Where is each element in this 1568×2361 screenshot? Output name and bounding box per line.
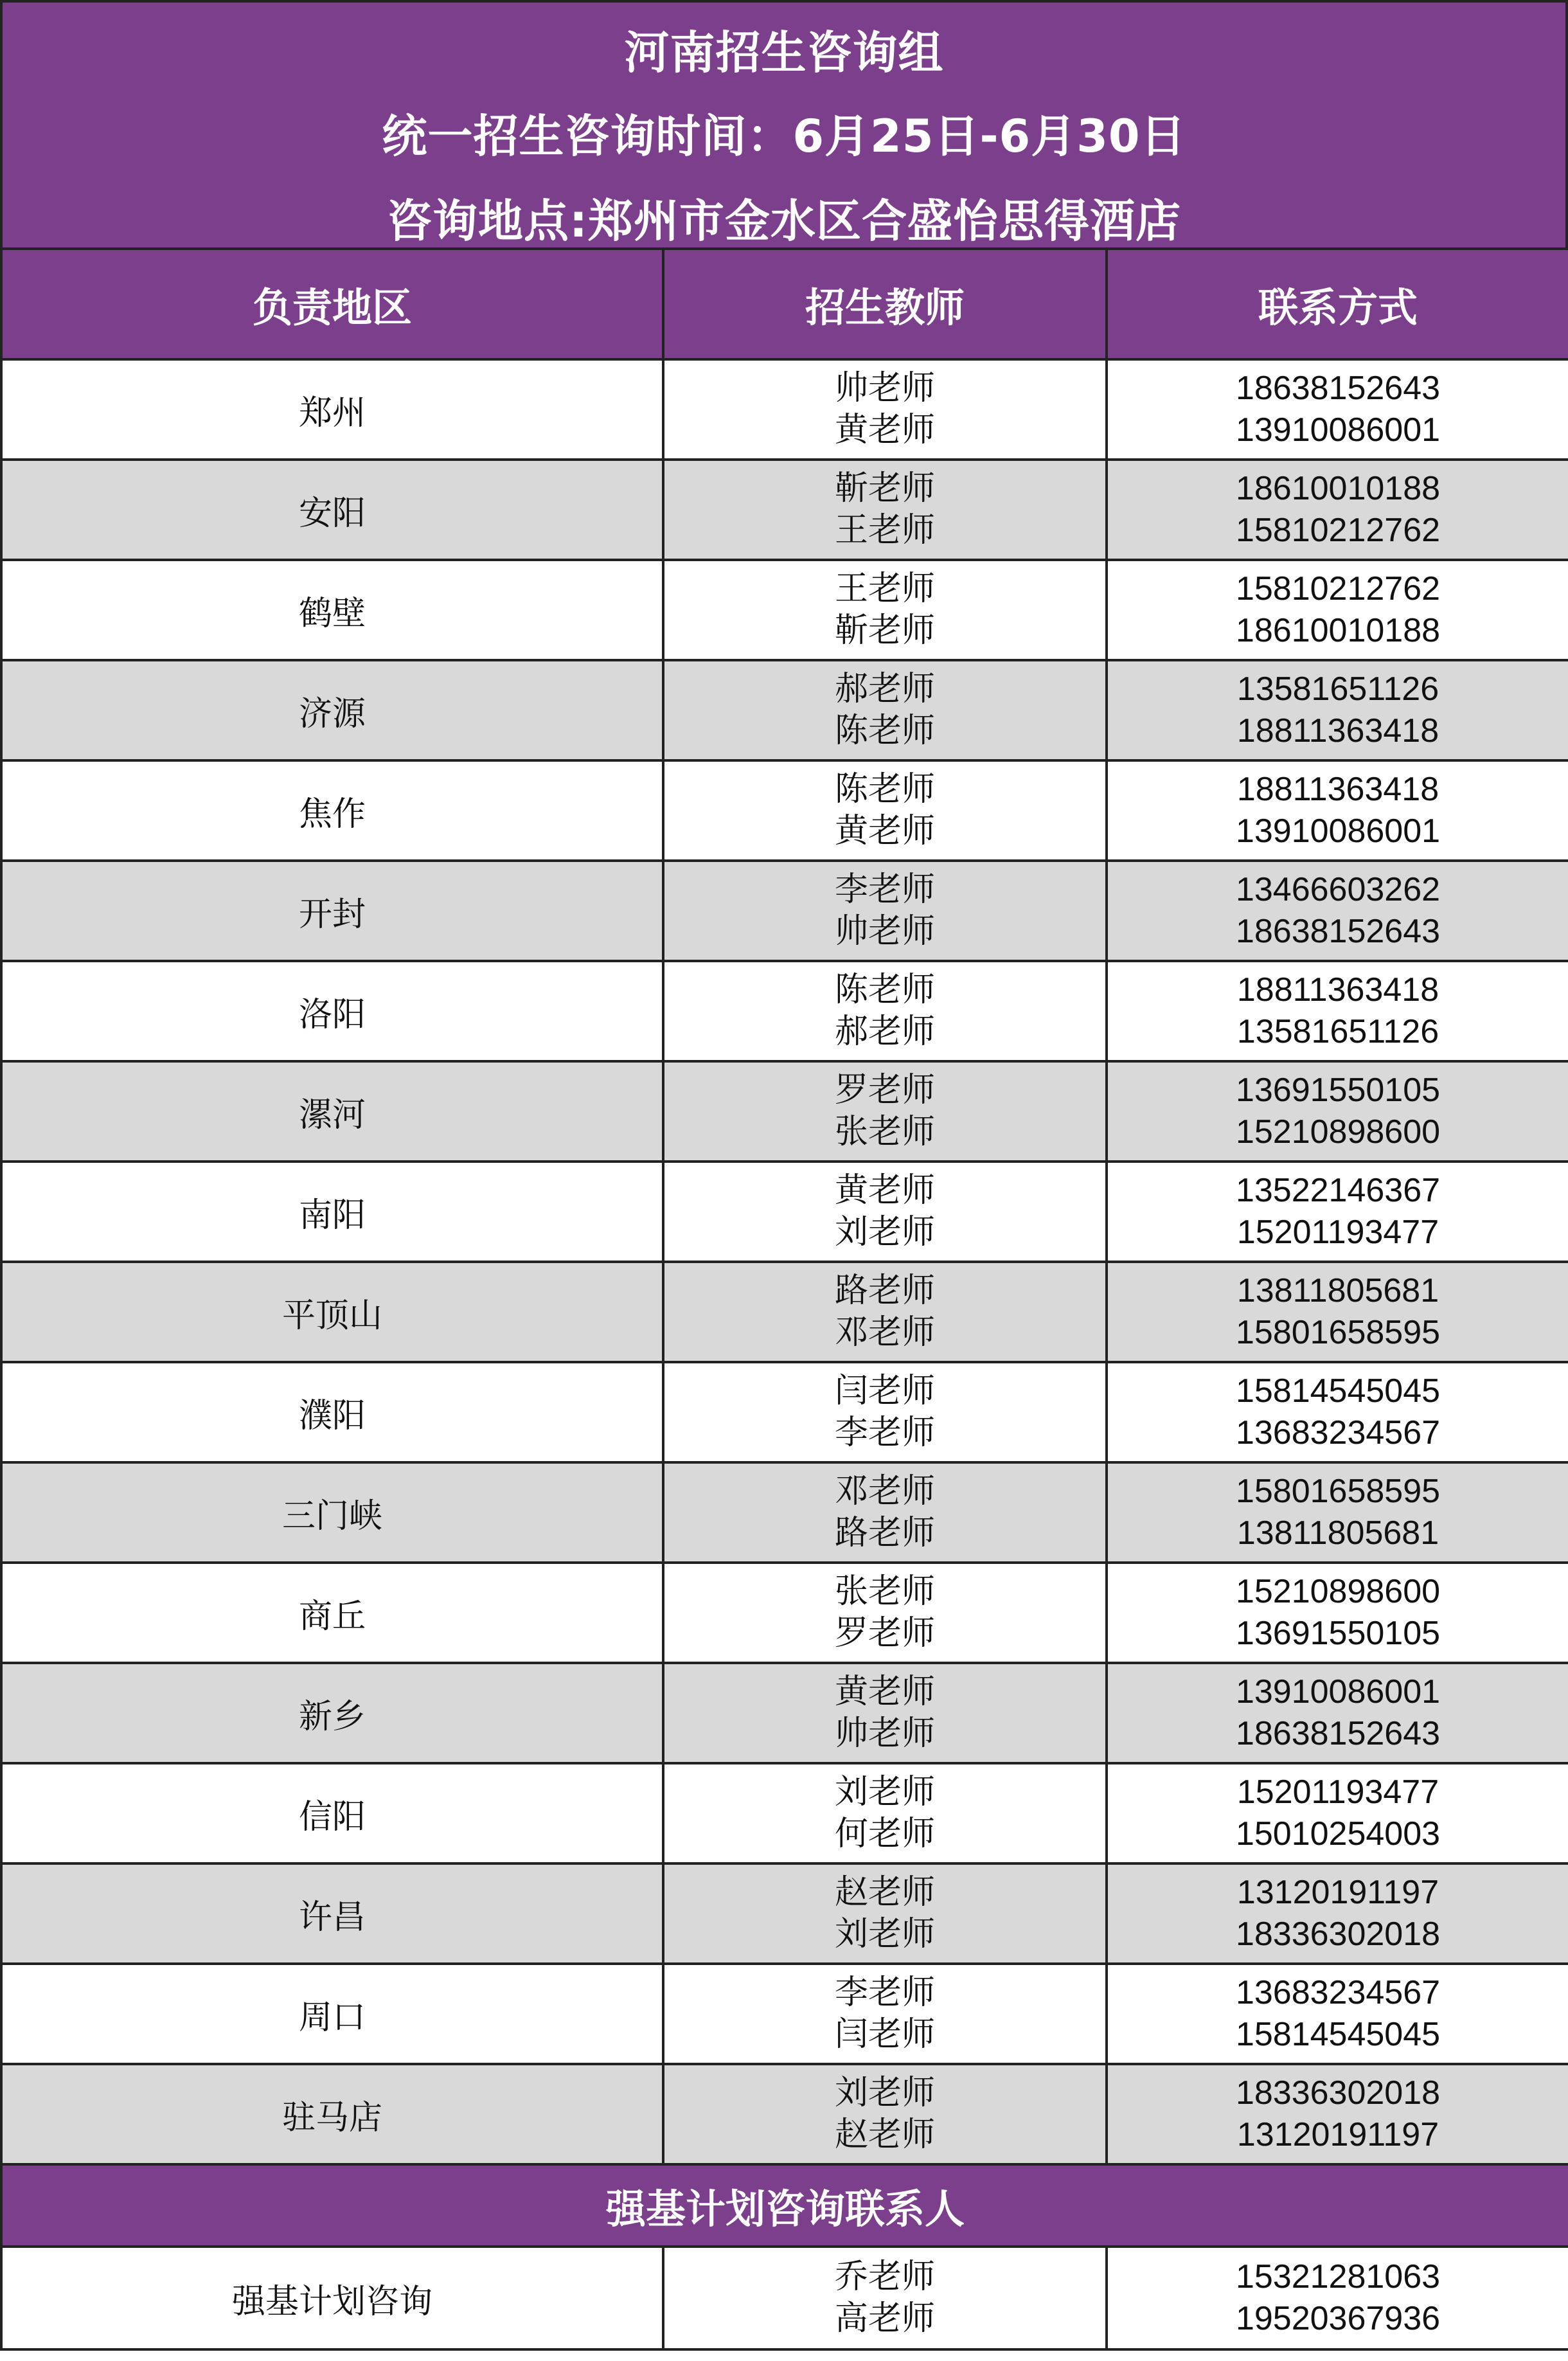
teacher-name: 罗老师 (834, 1614, 935, 1653)
strong-base-region: 强基计划咨询 (1, 2247, 663, 2349)
phone-number: 15210898600 (1235, 1573, 1441, 1610)
teacher-name: 李老师 (834, 870, 935, 909)
teacher-cell (663, 1462, 1107, 1563)
phone-cell (1107, 660, 1568, 760)
teacher-name: 闫老师 (834, 2015, 935, 2054)
teacher-cell (663, 460, 1107, 560)
phone-number: 18336302018 (1235, 1916, 1441, 1953)
region-cell: 济源 (1, 660, 663, 760)
table-row (1, 1964, 1568, 2064)
teacher-name: 王老师 (834, 570, 935, 608)
teacher-name: 赵老师 (834, 1873, 935, 1912)
phone-number: 15814545045 (1235, 1372, 1441, 1410)
teacher-name: 刘老师 (834, 2074, 935, 2112)
phone-number: 18811363418 (1236, 971, 1439, 1009)
table-row (1, 660, 1568, 760)
teacher-cell (663, 1763, 1107, 1863)
consult-place: 咨询地点:郑州市金水区合盛怡思得酒店 (387, 195, 1181, 247)
strong-base-section-row (1, 2164, 1568, 2247)
phone-number: 18336302018 (1235, 2074, 1441, 2112)
table-row (1, 460, 1568, 560)
teacher-name: 黄老师 (834, 411, 935, 449)
phone-cell (1107, 1663, 1568, 1763)
teacher-name: 路老师 (834, 1271, 935, 1310)
teacher-cell (663, 359, 1107, 460)
teacher-name: 靳老师 (834, 611, 935, 650)
teacher-cell (663, 1362, 1107, 1462)
phone-cell (1107, 1964, 1568, 2064)
phone-number: 15201193477 (1236, 1773, 1439, 1811)
title-block (0, 0, 1568, 247)
phone-number: 13683234567 (1235, 1974, 1441, 2011)
teacher-name: 郝老师 (834, 670, 935, 708)
phone-cell (1107, 2064, 1568, 2164)
teacher-name: 高老师 (834, 2299, 935, 2338)
teacher-cell (663, 1262, 1107, 1362)
teacher-name: 帅老师 (834, 1714, 935, 1753)
phone-number: 18811363418 (1236, 771, 1439, 808)
teacher-name: 邓老师 (834, 1313, 935, 1352)
table-header-row (1, 249, 1568, 359)
phone-cell (1107, 760, 1568, 861)
phone-number: 18638152643 (1235, 1715, 1441, 1752)
phone-number: 18638152643 (1235, 913, 1441, 950)
phone-number: 18610010188 (1235, 470, 1441, 507)
phone-number: 18610010188 (1235, 612, 1441, 649)
phone-number: 13522146367 (1235, 1172, 1441, 1209)
phone-number: 18638152643 (1235, 370, 1441, 407)
region-cell: 信阳 (1, 1763, 663, 1863)
phone-number: 15810212762 (1235, 512, 1441, 549)
phone-cell (1107, 560, 1568, 660)
column-header-teacher: 招生教师 (663, 249, 1107, 359)
region-cell: 南阳 (1, 1162, 663, 1262)
page-title: 河南招生咨询组 (624, 26, 944, 79)
region-cell: 周口 (1, 1964, 663, 2064)
phone-number: 19520367936 (1235, 2300, 1441, 2337)
teacher-name: 罗老师 (834, 1071, 935, 1109)
teacher-name: 闫老师 (834, 1372, 935, 1410)
teacher-name: 靳老师 (834, 469, 935, 508)
consult-time: 统一招生咨询时间：6月25日-6月30日 (382, 110, 1186, 163)
teacher-name: 路老师 (834, 1514, 935, 1552)
strong-base-teachers (663, 2247, 1107, 2349)
teacher-cell (663, 560, 1107, 660)
teacher-name: 张老师 (834, 1113, 935, 1151)
phone-number: 15801658595 (1235, 1473, 1441, 1510)
teacher-name: 帅老师 (834, 912, 935, 951)
teacher-cell (663, 1964, 1107, 2064)
region-cell: 平顶山 (1, 1262, 663, 1362)
table-row (1, 2064, 1568, 2164)
region-cell: 许昌 (1, 1863, 663, 1964)
table-row (1, 1462, 1568, 1563)
column-header-contact: 联系方式 (1107, 249, 1568, 359)
teacher-cell (663, 1162, 1107, 1262)
region-cell: 濮阳 (1, 1362, 663, 1462)
teacher-name: 陈老师 (834, 712, 935, 750)
teacher-cell (663, 1663, 1107, 1763)
table-row (1, 1362, 1568, 1462)
teacher-name: 刘老师 (834, 1773, 935, 1811)
phone-number: 13120191197 (1236, 1874, 1439, 1911)
teacher-name: 郝老师 (834, 1012, 935, 1051)
region-cell: 商丘 (1, 1563, 663, 1663)
teacher-name: 赵老师 (834, 2115, 935, 2154)
phone-number: 13910086001 (1235, 812, 1441, 850)
teacher-name: 刘老师 (834, 1213, 935, 1252)
teacher-name: 黄老师 (834, 1673, 935, 1711)
contact-table (0, 247, 1568, 2351)
region-cell: 安阳 (1, 460, 663, 560)
phone-number: 13811805681 (1236, 1272, 1439, 1309)
teacher-name: 李老师 (834, 1414, 935, 1452)
strong-base-row (1, 2247, 1568, 2349)
phone-number: 13691550105 (1235, 1072, 1441, 1109)
table-row (1, 1863, 1568, 1964)
region-cell: 三门峡 (1, 1462, 663, 1563)
phone-number: 13581651126 (1236, 1013, 1439, 1050)
phone-cell (1107, 1162, 1568, 1262)
phone-number: 13910086001 (1235, 1673, 1441, 1710)
table-row (1, 1763, 1568, 1863)
region-cell: 洛阳 (1, 961, 663, 1061)
teacher-name: 邓老师 (834, 1472, 935, 1511)
phone-cell (1107, 1061, 1568, 1162)
teacher-name: 陈老师 (834, 971, 935, 1009)
phone-number: 15810212762 (1235, 570, 1441, 607)
teacher-name: 刘老师 (834, 1915, 935, 1953)
teacher-name: 黄老师 (834, 1171, 935, 1210)
teacher-name: 帅老师 (834, 369, 935, 408)
phone-number: 13683234567 (1235, 1414, 1441, 1451)
table-row (1, 961, 1568, 1061)
phone-cell (1107, 1262, 1568, 1362)
phone-cell (1107, 1863, 1568, 1964)
teacher-cell (663, 2064, 1107, 2164)
phone-number: 15321281063 (1235, 2258, 1441, 2295)
phone-number: 13691550105 (1235, 1615, 1441, 1652)
region-cell: 焦作 (1, 760, 663, 861)
teacher-cell (663, 961, 1107, 1061)
phone-number: 15201193477 (1236, 1214, 1439, 1251)
phone-number: 13581651126 (1236, 670, 1439, 708)
teacher-cell (663, 861, 1107, 961)
table-row (1, 861, 1568, 961)
teacher-cell (663, 660, 1107, 760)
phone-cell (1107, 961, 1568, 1061)
table-row (1, 760, 1568, 861)
table-row (1, 1162, 1568, 1262)
region-cell: 郑州 (1, 359, 663, 460)
phone-number: 18811363418 (1236, 712, 1439, 750)
phone-number: 13811805681 (1236, 1514, 1439, 1552)
teacher-name: 张老师 (834, 1572, 935, 1611)
teacher-name: 乔老师 (834, 2258, 935, 2296)
phone-number: 15210898600 (1235, 1113, 1441, 1151)
region-cell: 漯河 (1, 1061, 663, 1162)
phone-cell (1107, 460, 1568, 560)
phone-number: 15010254003 (1235, 1815, 1441, 1853)
phone-number: 13466603262 (1235, 871, 1441, 908)
teacher-cell (663, 1863, 1107, 1964)
table-body (1, 359, 1568, 2164)
phone-cell (1107, 1462, 1568, 1563)
phone-number: 13910086001 (1235, 411, 1441, 449)
region-cell: 新乡 (1, 1663, 663, 1763)
region-cell: 驻马店 (1, 2064, 663, 2164)
teacher-name: 黄老师 (834, 812, 935, 850)
region-cell: 开封 (1, 861, 663, 961)
region-cell: 鹤壁 (1, 560, 663, 660)
teacher-name: 李老师 (834, 1973, 935, 2012)
phone-number: 15814545045 (1235, 2016, 1441, 2053)
teacher-name: 陈老师 (834, 770, 935, 809)
phone-cell (1107, 861, 1568, 961)
phone-number: 13120191197 (1236, 2116, 1439, 2153)
teacher-cell (663, 760, 1107, 861)
table-row (1, 359, 1568, 460)
phone-number: 15801658595 (1235, 1314, 1441, 1351)
phone-cell (1107, 1563, 1568, 1663)
phone-cell (1107, 1362, 1568, 1462)
teacher-cell (663, 1061, 1107, 1162)
table-row (1, 1663, 1568, 1763)
table-row (1, 1061, 1568, 1162)
phone-cell (1107, 359, 1568, 460)
table-row (1, 1563, 1568, 1663)
teacher-name: 王老师 (834, 511, 935, 550)
strong-base-section-title: 强基计划咨询联系人 (1, 2164, 1568, 2247)
teacher-cell (663, 1563, 1107, 1663)
phone-cell (1107, 1763, 1568, 1863)
strong-base-phones (1107, 2247, 1568, 2349)
table-row (1, 1262, 1568, 1362)
table-row (1, 560, 1568, 660)
teacher-name: 何老师 (834, 1815, 935, 1853)
column-header-region: 负责地区 (1, 249, 663, 359)
